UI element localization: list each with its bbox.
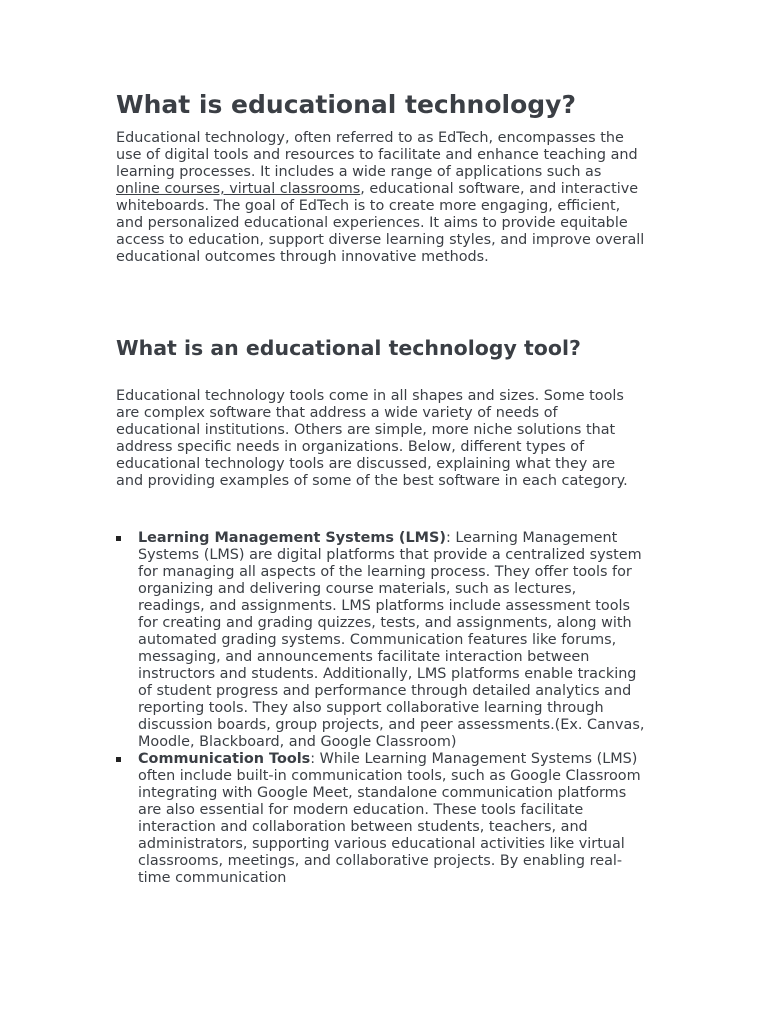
intro-text-after-link: , educational software, and interactive whiteboards. The goal of EdTech is to create more engaging, efficient, and personalized educational experiences. It aims to provide equitable access to education, support diverse learning styles, and improve overall educational outcomes through innovative methods. (116, 181, 645, 265)
intro-text-before-link: Educational technology, often referred to as EdTech, encompasses the use of digital tools and resources to facilitate and enhance teaching and learning processes. It includes a wide range of applications such as (116, 130, 638, 180)
tool-examples: (Ex. Canvas, Moodle, Blackboard, and Google Classroom) (138, 717, 645, 750)
list-item (116, 751, 646, 887)
bullet-icon (116, 757, 121, 762)
intro-paragraph (116, 130, 646, 266)
section-paragraph: Educational technology tools come in all shapes and sizes. Some tools are complex software that address a wide variety of needs of educational institutions. Others are simple, more niche solutions that address specific needs in organizations. Below, different types of educational technology tools are discussed, explaining what they are and providing examples of some of the best software in each category. (116, 388, 628, 489)
tool-separator: : (445, 530, 456, 546)
list-item (116, 530, 646, 751)
tool-name: Communication Tools (138, 751, 311, 767)
article-body (116, 88, 646, 887)
tool-description: Learning Management Systems (LMS) are digital platforms that provide a centralized system for managing all aspects of the learning process. They offer tools for organizing and delivering course materials, such as lectures, readings, and assignments. LMS platforms include assessment tools for creating and grading quizzes, tests, and assignments, along with automated grading systems. Communication features like forums, messaging, and announcements facilitate interaction between instructors and students. Additionally, LMS platforms enable tracking of student progress and performance through detailed analytics and reporting tools. They also support collaborative learning through discussion boards, group projects, and peer assessments. (138, 530, 642, 733)
section-heading: What is an educational technology tool? (116, 336, 581, 360)
tool-name: Learning Management Systems (LMS) (138, 530, 446, 546)
tool-description: While Learning Management Systems (LMS) often include built-in communication tools, such as Google Classroom integrating with Google Meet, standalone communication platforms are also essential for modern education. These tools facilitate interaction and collaboration between students, teachers, and administrators, supporting various educational activities like virtual classrooms, meetings, and collaborative projects. By enabling real-time communication (138, 751, 641, 886)
page-title: What is educational technology? (116, 90, 576, 119)
bullet-icon (116, 536, 121, 541)
tools-list (116, 530, 646, 887)
tool-separator: : (310, 751, 320, 767)
online-courses-link[interactable]: online courses, virtual classrooms (116, 181, 361, 197)
